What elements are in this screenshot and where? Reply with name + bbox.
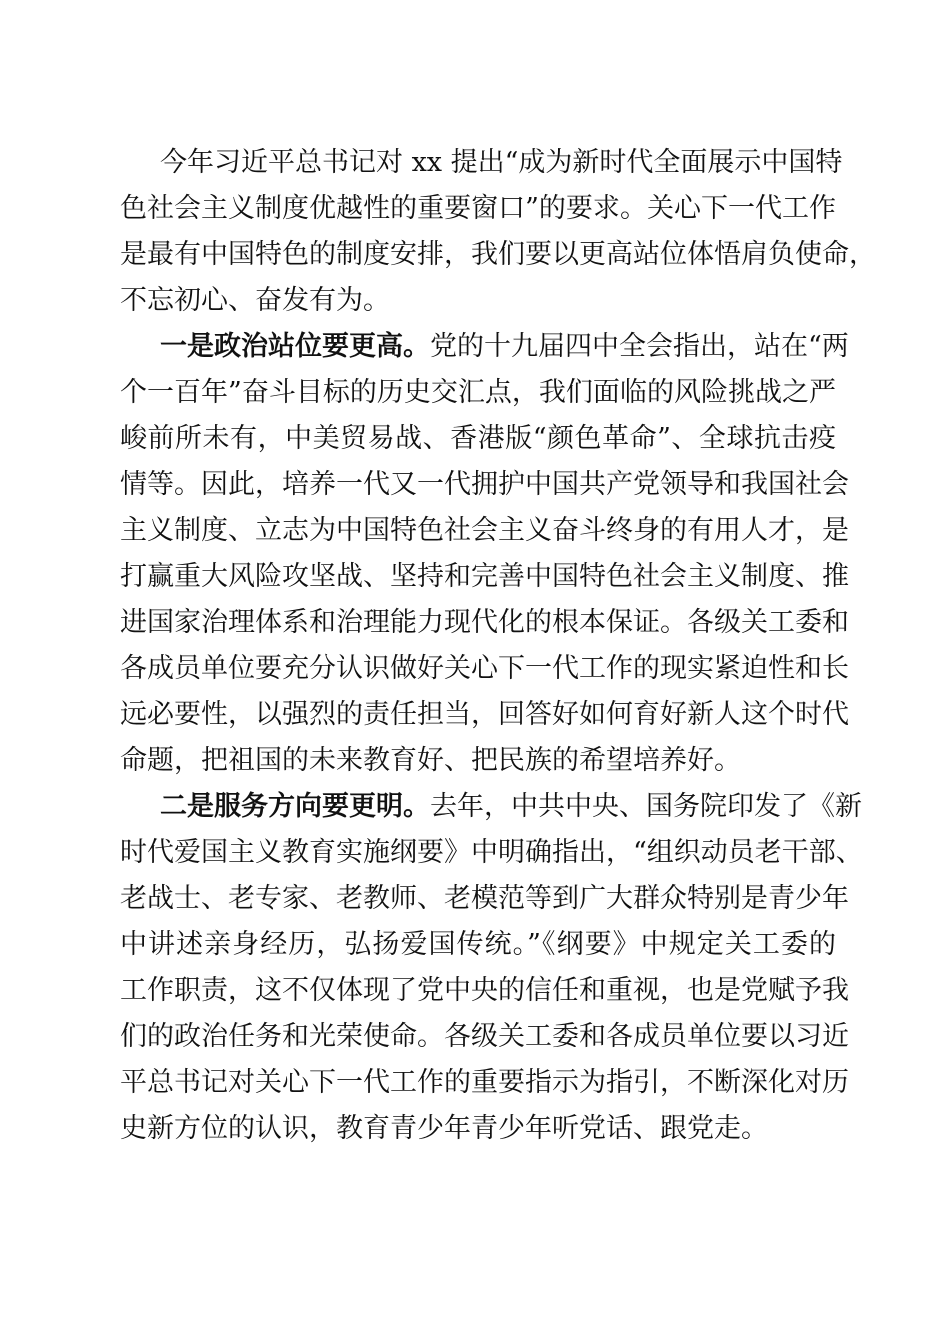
text-line: 平总书记对关心下一代工作的重要指示为指引，不断深化对历 — [120, 1067, 849, 1098]
paragraph-heading: 一是政治站位要更高。 — [160, 331, 430, 362]
paragraph-political-standpoint — [120, 324, 849, 784]
text-line — [120, 324, 849, 370]
text-line: 远必要性，以强烈的责任担当，回答好如何育好新人这个时代 — [120, 699, 849, 730]
document-body — [120, 140, 876, 1152]
text-line: 进国家治理体系和治理能力现代化的根本保证。各级关工委和 — [120, 607, 849, 638]
text-line: 个一百年”奋斗目标的历史交汇点，我们面临的风险挑战之严 — [120, 377, 836, 408]
text-line: 峻前所未有，中美贸易战、香港版“颜色革命”、全球抗击疫 — [120, 423, 836, 454]
text-line: 主义制度、立志为中国特色社会主义奋斗终身的有用人才，是 — [120, 515, 849, 546]
text-line — [120, 784, 862, 830]
text-line: 命题，把祖国的未来教育好、把民族的希望培养好。 — [120, 745, 741, 776]
text-line: 色社会主义制度优越性的重要窗口”的要求。关心下一代工作 — [120, 193, 836, 224]
text-line: 不忘初心、奋发有为。 — [120, 285, 390, 316]
paragraph-service-direction — [120, 784, 863, 1152]
text-line: 史新方位的认识，教育青少年青少年听党话、跟党走。 — [120, 1113, 768, 1144]
text-line: 工作职责，这不仅体现了党中央的信任和重视，也是党赋予我 — [120, 975, 849, 1006]
text-span: 党的十九届四中全会指出，站在“两 — [430, 331, 849, 362]
text-line: 们的政治任务和光荣使命。各级关工委和各成员单位要以习近 — [120, 1021, 849, 1052]
text-line: 中讲述亲身经历，弘扬爱国传统。”《纲要》中规定关工委的 — [120, 929, 836, 960]
text-line: 情等。因此，培养一代又一代拥护中国共产党领导和我国社会 — [120, 469, 849, 500]
paragraph-intro — [120, 140, 876, 324]
text-line: 打赢重大风险攻坚战、坚持和完善中国特色社会主义制度、推 — [120, 561, 849, 592]
text-line: 老战士、老专家、老教师、老模范等到广大群众特别是青少年 — [120, 883, 849, 914]
text-line: 今年习近平总书记对 xx 提出“成为新时代全面展示中国特 — [160, 147, 843, 178]
text-line: 是最有中国特色的制度安排，我们要以更高站位体悟肩负使命， — [120, 239, 876, 270]
text-line: 各成员单位要充分认识做好关心下一代工作的现实紧迫性和长 — [120, 653, 849, 684]
text-line: 时代爱国主义教育实施纲要》中明确指出，“组织动员老干部、 — [120, 837, 863, 868]
text-span: 去年，中共中央、国务院印发了《新 — [430, 791, 862, 822]
paragraph-heading: 二是服务方向要更明。 — [160, 791, 430, 822]
